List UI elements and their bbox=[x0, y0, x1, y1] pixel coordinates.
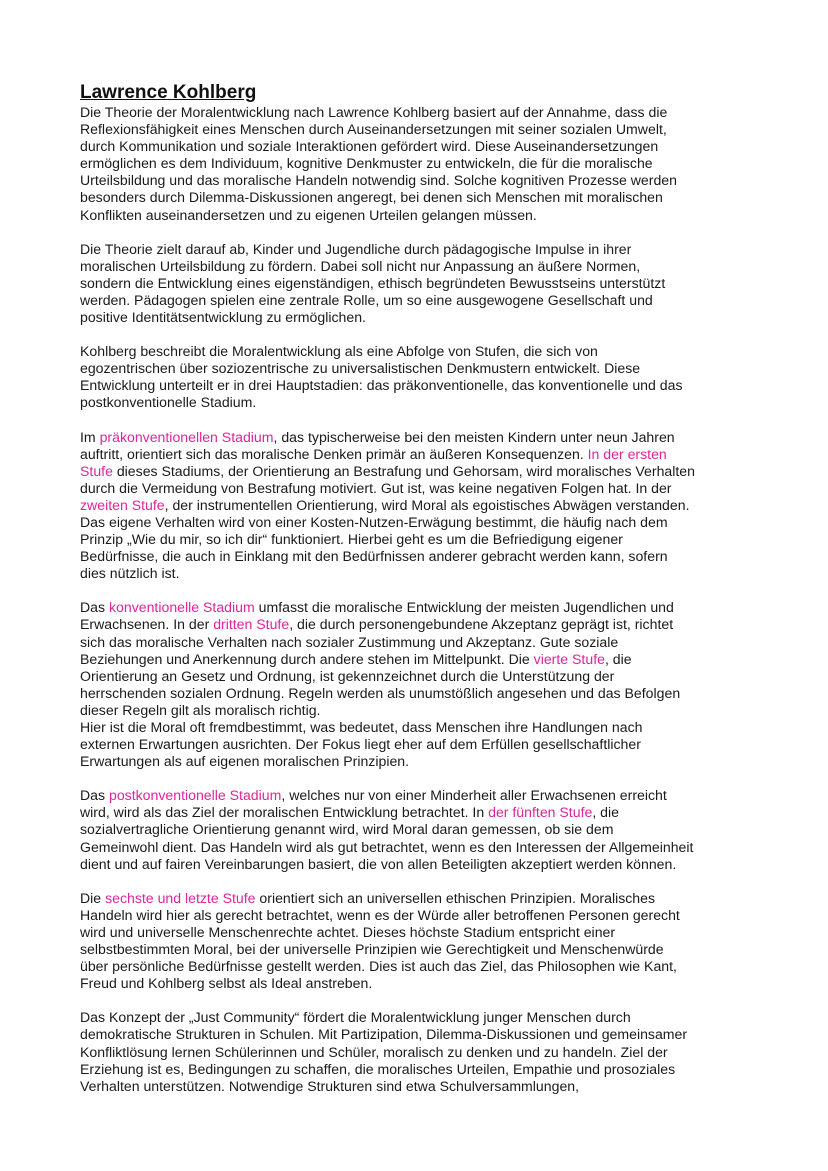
text-line bbox=[80, 1009, 760, 1026]
text-run: umfasst die moralische Entwicklung der meisten Jugendlichen und bbox=[254, 599, 674, 616]
text-line bbox=[80, 1044, 760, 1061]
paragraph bbox=[80, 599, 760, 770]
paragraph bbox=[80, 1009, 760, 1094]
text-run: Orientierung an Gesetz und Ordnung, ist gekennzeichnet durch die Unterstützung der bbox=[80, 667, 615, 684]
text-run: sozialvertragliche Orientierung genannt wird, wird Moral daran gemessen, ob sie dem bbox=[80, 821, 614, 838]
text-run: Das eigene Verhalten wird von einer Kosten-Nutzen-Erwägung bestimmt, die häufig nach dem bbox=[80, 513, 668, 530]
text-run: dient und auf fairen Vereinbarungen basiert, die von allen Beteiligten akzeptiert werden können. bbox=[80, 855, 677, 872]
text-run: Erwartungen als auf eigenen moralischen Prinzipien. bbox=[80, 753, 410, 770]
text-line bbox=[80, 1078, 760, 1095]
text-run: Die bbox=[80, 889, 106, 906]
highlighted-term: In der ersten bbox=[587, 445, 667, 462]
text-run: demokratische Strukturen in Schulen. Mit Partizipation, Dilemma-Diskussionen und gemeinsamer bbox=[80, 1026, 688, 1043]
text-run: positive Identitätsentwicklung zu ermöglichen. bbox=[80, 309, 366, 326]
text-run: Erwachsenen. In der bbox=[80, 616, 214, 633]
text-run: , die durch personengebundene Akzeptanz geprägt ist, richtet bbox=[289, 616, 674, 633]
text-line bbox=[80, 121, 760, 138]
text-line bbox=[80, 1026, 760, 1043]
text-line bbox=[80, 497, 760, 514]
highlighted-term: sechste und letzte Stufe bbox=[105, 889, 256, 906]
text-run: , die bbox=[604, 650, 632, 667]
text-line bbox=[80, 924, 760, 941]
highlighted-term: präkonventionellen Stadium bbox=[99, 428, 274, 445]
text-run: egozentrischen über soziozentrische zu universalistischen Denkmustern entwickelt. Diese bbox=[80, 360, 641, 377]
paragraph bbox=[80, 241, 760, 326]
text-line bbox=[80, 787, 760, 804]
text-line bbox=[80, 514, 760, 531]
text-line bbox=[80, 651, 760, 668]
highlighted-term: Stufe bbox=[80, 462, 113, 479]
text-run: Konfliktlösung lernen Schülerinnen und Schüler, moralisch zu denken und zu handeln. Ziel der bbox=[80, 1043, 668, 1060]
text-line bbox=[80, 394, 760, 411]
text-run: herrschenden sozialen Ordnung. Regeln werden als unumstößlich angesehen und das Befolgen bbox=[80, 684, 681, 701]
highlighted-term: konventionelle Stadium bbox=[108, 599, 255, 616]
text-line bbox=[80, 702, 760, 719]
paragraph bbox=[80, 787, 760, 872]
text-line bbox=[80, 463, 760, 480]
text-line bbox=[80, 599, 760, 616]
text-run: Das bbox=[80, 599, 109, 616]
text-line bbox=[80, 821, 760, 838]
paragraph bbox=[80, 104, 760, 224]
text-line bbox=[80, 343, 760, 360]
text-run: durch die Vermeidung von Bestrafung motiviert. Gut ist, was keine negativen Folgen hat. In der bbox=[80, 479, 672, 496]
text-line bbox=[80, 839, 760, 856]
text-run: Das Konzept der „Just Community“ fördert die Moralentwicklung junger Menschen durch bbox=[80, 1009, 631, 1026]
text-line bbox=[80, 429, 760, 446]
text-run: Kohlberg beschreibt die Moralentwicklung als eine Abfolge von Stufen, die sich von bbox=[80, 343, 598, 360]
text-run: dieser Regeln gilt als moralisch richtig. bbox=[80, 701, 321, 718]
text-run: dieses Stadiums, der Orientierung an Bestrafung und Gehorsam, wird moralisches Verhalten bbox=[112, 462, 695, 479]
text-run: sich das moralische Verhalten nach sozialer Zustimmung und Akzeptanz. Gute soziale bbox=[80, 633, 619, 650]
text-run: , die bbox=[592, 804, 619, 821]
text-line bbox=[80, 958, 760, 975]
text-line bbox=[80, 668, 760, 685]
text-run: Freud und Kohlberg selbst als Ideal anstreben. bbox=[80, 975, 373, 992]
text-run: wird, wird als das Ziel der moralischen Entwicklung betrachtet. In bbox=[80, 804, 489, 821]
text-line bbox=[80, 207, 760, 224]
text-run: orientiert sich an universellen ethischen Prinzipien. Moralisches bbox=[255, 889, 656, 906]
paragraph bbox=[80, 429, 760, 583]
text-line bbox=[80, 446, 760, 463]
text-line bbox=[80, 377, 760, 394]
text-line bbox=[80, 189, 760, 206]
text-run: werden. Pädagogen spielen eine zentrale Rolle, um so eine ausgewogene Gesellschaft und bbox=[80, 291, 653, 308]
text-run: moralischen Urteilsbildung zu fördern. Dabei soll nicht nur Anpassung an äußere Normen, bbox=[80, 257, 641, 274]
paragraph bbox=[80, 343, 760, 411]
text-line bbox=[80, 941, 760, 958]
text-run: Verhalten unterstützen. Notwendige Strukturen sind etwa Schulversammlungen, bbox=[80, 1077, 580, 1094]
text-line bbox=[80, 907, 760, 924]
text-line bbox=[80, 856, 760, 873]
text-line bbox=[80, 975, 760, 992]
text-run: Erziehung ist es, Bedingungen zu schaffen, die moralisches Urteilen, Empathie und prosoziales bbox=[80, 1060, 676, 1077]
text-run: wird und universelle Menschenrechte achtet. Dieses höchste Stadium entspricht einer bbox=[80, 923, 616, 940]
text-run: durch Kommunikation und soziale Interaktionen gefördert wird. Diese Auseinandersetzungen bbox=[80, 138, 659, 155]
text-line bbox=[80, 719, 760, 736]
text-run: Die Theorie der Moralentwicklung nach Lawrence Kohlberg basiert auf der Annahme, dass die bbox=[80, 104, 668, 120]
text-run: Gemeinwohl dient. Das Handeln wird als gut betrachtet, wenn es den Interessen der Allgemeinheit bbox=[80, 838, 694, 855]
highlighted-term: vierte Stufe bbox=[533, 650, 605, 667]
highlighted-term: zweiten Stufe bbox=[80, 496, 165, 513]
document-page bbox=[80, 83, 760, 1112]
text-run: ermöglichen es dem Individuum, kognitive Denkmuster zu entwickeln, die für die moralische bbox=[80, 155, 653, 172]
text-line bbox=[80, 753, 760, 770]
text-run: Hier ist die Moral oft fremdbestimmt, was bedeutet, dass Menschen ihre Handlungen nach bbox=[80, 719, 643, 735]
text-line bbox=[80, 685, 760, 702]
text-line bbox=[80, 548, 760, 565]
text-run: Urteilsbildung und das moralische Handeln notwendig sind. Solche kognitiven Prozesse werden bbox=[80, 172, 677, 189]
highlighted-term: der fünften Stufe bbox=[488, 804, 593, 821]
text-line bbox=[80, 890, 760, 907]
text-line bbox=[80, 360, 760, 377]
text-line bbox=[80, 138, 760, 155]
text-line bbox=[80, 1061, 760, 1078]
paragraph bbox=[80, 890, 760, 993]
text-run: selbstbestimmten Moral, bei der universelle Prinzipien wie Gerechtigkeit und Menschenwürde bbox=[80, 941, 664, 958]
document-title: Lawrence Kohlberg bbox=[80, 82, 257, 103]
text-line bbox=[80, 736, 760, 753]
text-run: Bedürfnisse, die auch in Einklang mit den Bedürfnissen anderer gebracht werden kann, sofern bbox=[80, 548, 668, 565]
text-run: Beziehungen und Anerkennung durch andere stehen im Mittelpunkt. Die bbox=[80, 650, 534, 667]
text-run: Reflexionsfähigkeit eines Menschen durch Auseinandersetzungen mit seiner sozialen Umwelt, bbox=[80, 121, 667, 138]
text-run: , der instrumentellen Orientierung, wird Moral als egoistisches Abwägen verstanden. bbox=[164, 496, 690, 513]
text-run: , das typischerweise bei den meisten Kindern unter neun Jahren bbox=[273, 428, 675, 445]
text-run: Entwicklung unterteilt er in drei Hauptstadien: das präkonventionelle, das konventionelle und das bbox=[80, 377, 683, 394]
text-run: Die Theorie zielt darauf ab, Kinder und Jugendliche durch pädagogische Impulse in ihrer bbox=[80, 240, 632, 257]
highlighted-term: dritten Stufe bbox=[213, 616, 290, 633]
text-line bbox=[80, 292, 760, 309]
text-run: Das bbox=[80, 787, 109, 804]
text-line bbox=[80, 804, 760, 821]
text-line bbox=[80, 309, 760, 326]
text-line bbox=[80, 634, 760, 651]
text-line bbox=[80, 155, 760, 172]
text-run: Prinzip „Wie du mir, so ich dir“ funktioniert. Hierbei geht es um die Befriedigung eigener bbox=[80, 531, 623, 548]
text-run: auftritt, orientiert sich das moralische Denken primär an äußeren Konsequenzen. bbox=[80, 445, 588, 462]
text-run: besonders durch Dilemma-Diskussionen angeregt, bei denen sich Menschen mit moralischen bbox=[80, 189, 663, 206]
text-line bbox=[80, 616, 760, 633]
text-run: sondern die Entwicklung eines eigenständigen, ethisch begründeten Bewusstseins unterstützt bbox=[80, 274, 666, 291]
text-run: über persönliche Bedürfnisse gestellt werden. Dies ist auch das Ziel, das Philosophen wie Kant, bbox=[80, 958, 677, 975]
text-run: Konflikten auseinandersetzen und zu eigenen Urteilen gelangen müssen. bbox=[80, 206, 537, 223]
text-run: Im bbox=[80, 428, 100, 445]
text-line bbox=[80, 480, 760, 497]
text-run: dies nützlich ist. bbox=[80, 565, 180, 582]
text-line bbox=[80, 241, 760, 258]
text-run: externen Erwartungen ausrichten. Der Fokus liegt eher auf dem Erfüllen gesellschaftlicher bbox=[80, 736, 641, 753]
text-run: , welches nur von einer Minderheit aller Erwachsenen erreicht bbox=[281, 787, 667, 804]
text-line bbox=[80, 258, 760, 275]
highlighted-term: postkonventionelle Stadium bbox=[108, 787, 282, 804]
text-line bbox=[80, 531, 760, 548]
text-line bbox=[80, 104, 760, 121]
text-run: postkonventionelle Stadium. bbox=[80, 394, 257, 411]
document-body bbox=[80, 104, 760, 1095]
text-run: Handeln wird hier als gerecht betrachtet, wenn es der Würde aller betroffenen Personen gerecht bbox=[80, 906, 680, 923]
text-line bbox=[80, 275, 760, 292]
text-line bbox=[80, 565, 760, 582]
text-line bbox=[80, 172, 760, 189]
